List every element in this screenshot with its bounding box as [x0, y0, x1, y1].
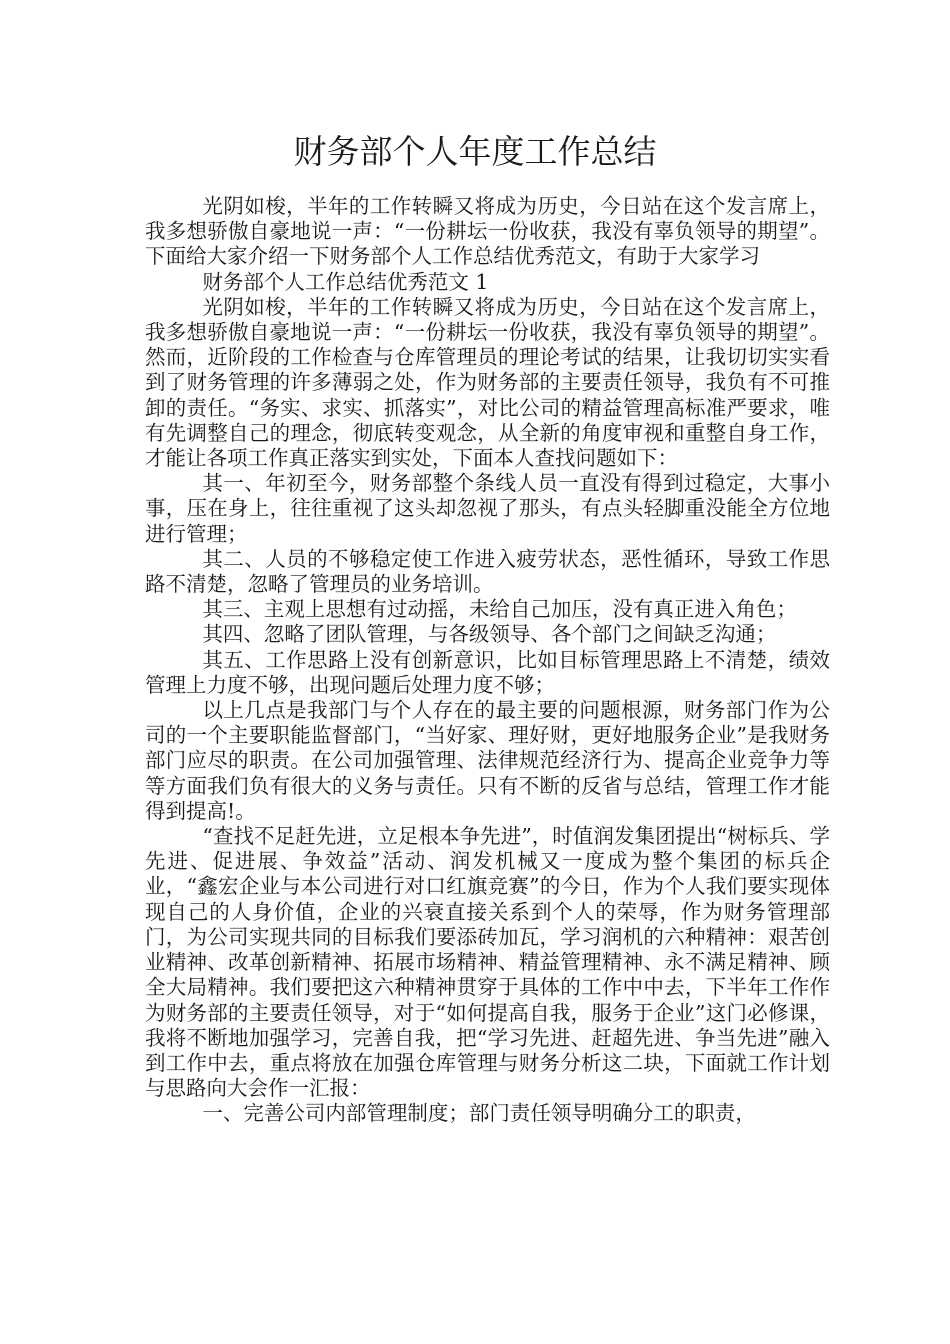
- paragraph-issue-5: 其五、工作思路上没有创新意识，比如目标管理思路上不清楚，绩效管理上力度不够，出现问题后处理力度不够；: [145, 647, 830, 697]
- paragraph-plan: “查找不足赶先进，立足根本争先进”，时值润发集团提出“树标兵、学先进、促进展、争效益”活动、润发机械又一度成为整个集团的标兵企业，“鑫宏企业与本公司进行对口红旗竞赛”的今日，作为个人我们要实现体现自己的人身价值，企业的兴衰直接关系到个人的荣辱，作为财务管理部门，为公司实现共同的目标我们要添砖加瓦，学习润机的六种精神：艰苦创业精神、改革创新精神、拓展市场精神、精益管理精神、永不满足精神、顾全大局精神。我们要把这六种精神贯穿于具体的工作中中去，下半年工作作为财务部的主要责任领导，对于“如何提高自我，服务于企业”这门必修课，我将不断地加强学习，完善自我，把“学习先进、赶超先进、争当先进”融入到工作中去，重点将放在加强仓库管理与财务分析这二块，下面就工作计划与思路向大会作一汇报：: [145, 824, 830, 1101]
- paragraph-issue-4: 其四、忽略了团队管理，与各级领导、各个部门之间缺乏沟通；: [202, 622, 777, 647]
- paragraph-issue-2: 其二、人员的不够稳定使工作进入疲劳状态，恶性循环，导致工作思路不清楚，忽略了管理员的业务培训。: [145, 546, 830, 597]
- document-title: 财务部个人年度工作总结: [293, 132, 657, 171]
- paragraph-plan-item-1: 一、完善公司内部管理制度；部门责任领导明确分工的职责，: [202, 1101, 756, 1126]
- paragraph-root-causes: 以上几点是我部门与个人存在的最主要的问题根源，财务部门作为公司的一个主要职能监督部门，“当好家、理好财，更好地服务企业”是我财务部门应尽的职责。在公司加强管理、法律规范经济行为、提高企业竞争力等等方面我们负有很大的义务与责任。只有不断的反省与总结，管理工作才能得到提高!。: [145, 698, 830, 823]
- paragraph-issue-1: 其一、年初至今，财务部整个条线人员一直没有得到过稳定，大事小事，压在身上，往往重视了这头却忽视了那头，有点头轻脚重没能全方位地进行管理；: [145, 471, 830, 546]
- document-body: [145, 194, 830, 1127]
- paragraph-overview: 光阴如梭，半年的工作转瞬又将成为历史，今日站在这个发言席上，我多想骄傲自豪地说一声：“一份耕坛一份收获，我没有辜负领导的期望”。然而，近阶段的工作检查与仓库管理员的理论考试的结果，让我切切实实看到了财务管理的许多薄弱之处，作为财务部的主要责任领导，我负有不可推卸的责任。“务实、求实、抓落实”，对比公司的精益管理高标准严要求，唯有先调整自己的理念，彻底转变观念，从全新的角度审视和重整自身工作，才能让各项工作真正落实到实处，下面本人查找问题如下：: [145, 294, 830, 471]
- paragraph-subheading: 财务部个人工作总结优秀范文 1: [202, 269, 489, 294]
- paragraph-intro: 光阴如梭，半年的工作转瞬又将成为历史，今日站在这个发言席上，我多想骄傲自豪地说一声：“一份耕坛一份收获，我没有辜负领导的期望”。下面给大家介绍一下财务部个人工作总结优秀范文，有助于大家学习: [145, 194, 830, 269]
- paragraph-issue-3: 其三、主观上思想有过动摇，未给自己加压，没有真正进入角色；: [202, 597, 797, 622]
